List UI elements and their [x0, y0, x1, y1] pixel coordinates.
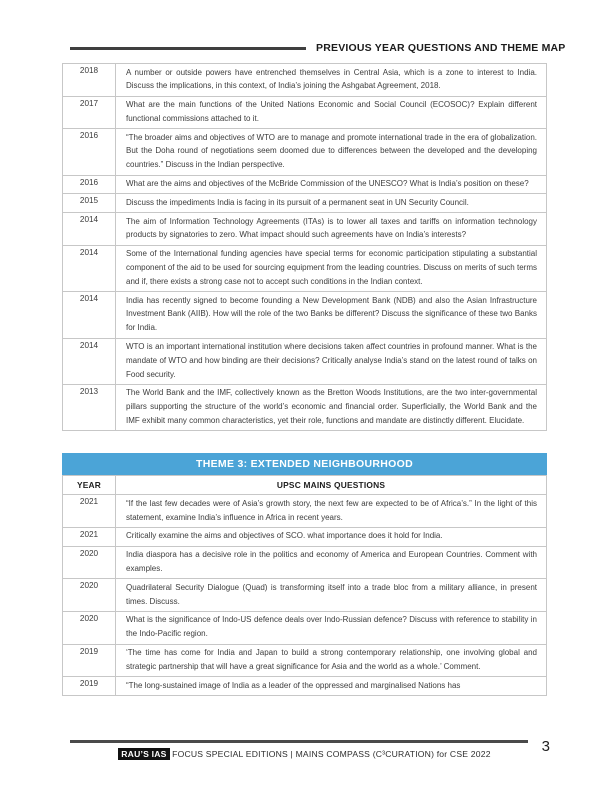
year-cell: 2014: [63, 245, 116, 291]
year-cell: 2014: [63, 213, 116, 246]
question-cell: Some of the International funding agencies have special terms for economic participation stipulating a substantial component of the aid to be used for sourcing equipment from the leading countries. Discuss on merits of such terms and if, there exists a strong case not to accept such conditions in the Indian context.: [116, 245, 547, 291]
question-row: [63, 611, 547, 644]
question-cell: What is the significance of Indo-US defence deals over Indo-Russian defence? Discuss with reference to stability in the Indo-Pacific region.: [116, 611, 547, 644]
year-cell: 2018: [63, 64, 116, 97]
footer-text: [62, 749, 547, 759]
theme-questions-table: [62, 475, 547, 696]
question-row: [63, 64, 547, 97]
question-row: [63, 96, 547, 129]
question-row: [63, 384, 547, 430]
question-cell: ‘The time has come for India and Japan to build a strong contemporary relationship, one involving global and strategic partnership that will have a great significance for Asia and the world as a whole.’ Comment.: [116, 644, 547, 677]
question-row: [63, 644, 547, 677]
question-cell: What are the main functions of the United Nations Economic and Social Council (ECOSOC)? Explain different functional commissions attached to it.: [116, 96, 547, 129]
pyq-table-continued: [62, 63, 547, 431]
page-header: [70, 40, 566, 56]
question-row: [63, 245, 547, 291]
year-cell: 2014: [63, 338, 116, 384]
question-row: [63, 175, 547, 194]
year-cell: 2021: [63, 495, 116, 528]
footer-caption: FOCUS SPECIAL EDITIONS | MAINS COMPASS (C³CURATION) for CSE 2022: [172, 749, 491, 759]
question-cell: Critically examine the aims and objectives of SCO. what importance does it hold for India.: [116, 527, 547, 546]
question-cell: India has recently signed to become founding a New Development Bank (NDB) and also the Asian Infrastructure Investment Bank (AIIB). How will the role of the two Banks be different? Discuss the significance of these two Banks for India.: [116, 292, 547, 338]
page-number: 3: [541, 738, 550, 755]
year-cell: 2015: [63, 194, 116, 213]
question-row: [63, 495, 547, 528]
question-cell: India diaspora has a decisive role in the politics and economy of America and European Countries. Comment with examples.: [116, 546, 547, 579]
question-cell: WTO is an important international institution where decisions taken affect countries in profound manner. What is the mandate of WTO and how binding are their decisions? Critically analyse India’s stand on the latest round of talks on Food security.: [116, 338, 547, 384]
question-cell: The World Bank and the IMF, collectively known as the Bretton Woods Institutions, are the two inter-governmental pillars supporting the structure of the world’s economic and financial order. Superficially, the World Bank and the IMF exhibit many common characteristics, yet their role, functions and mandate are distinctly different. Elucidate.: [116, 384, 547, 430]
question-row: [63, 129, 547, 175]
question-cell: A number or outside powers have entrenched themselves in Central Asia, which is a zone to interest to India. Discuss the implications, in this context, of India’s joining the Ashgabat Agreement, 2018.: [116, 64, 547, 97]
question-row: [63, 546, 547, 579]
page-header-title: PREVIOUS YEAR QUESTIONS AND THEME MAP: [316, 42, 566, 54]
question-cell: What are the aims and objectives of the McBride Commission of the UNESCO? What is India’s position on these?: [116, 175, 547, 194]
year-cell: 2014: [63, 292, 116, 338]
year-cell: 2016: [63, 175, 116, 194]
year-cell: 2017: [63, 96, 116, 129]
question-row: [63, 527, 547, 546]
page-content: [62, 63, 547, 696]
question-cell: Discuss the impediments India is facing in its pursuit of a permanent seat in UN Security Council.: [116, 194, 547, 213]
question-row: [63, 213, 547, 246]
table-header-row: [63, 476, 547, 495]
question-row: [63, 292, 547, 338]
question-row: [63, 677, 547, 696]
year-column-header: YEAR: [63, 476, 116, 495]
question-cell: The aim of Information Technology Agreements (ITAs) is to lower all taxes and tariffs on information technology products by signatories to zero. What impact should such agreements have on India’s interests?: [116, 213, 547, 246]
question-row: [63, 194, 547, 213]
question-cell: “The long-sustained image of India as a leader of the oppressed and marginalised Nations has: [116, 677, 547, 696]
year-cell: 2019: [63, 644, 116, 677]
question-row: [63, 338, 547, 384]
question-cell: “The broader aims and objectives of WTO are to manage and promote international trade in the era of globalization. But the Doha round of negotiations seem doomed due to differences between the developed and the developing countries.” Discuss in the Indian perspective.: [116, 129, 547, 175]
footer-brand: RAU’S IAS: [118, 748, 169, 760]
year-cell: 2020: [63, 611, 116, 644]
theme-section-header: THEME 3: EXTENDED NEIGHBOURHOOD: [62, 453, 547, 475]
year-cell: 2013: [63, 384, 116, 430]
question-cell: Quadrilateral Security Dialogue (Quad) is transforming itself into a trade bloc from a military alliance, in present times. Discuss.: [116, 579, 547, 612]
header-rule: [70, 47, 306, 50]
questions-column-header: UPSC MAINS QUESTIONS: [116, 476, 547, 495]
question-row: [63, 579, 547, 612]
year-cell: 2020: [63, 579, 116, 612]
year-cell: 2021: [63, 527, 116, 546]
year-cell: 2016: [63, 129, 116, 175]
year-cell: 2020: [63, 546, 116, 579]
footer-rule: [70, 740, 528, 743]
year-cell: 2019: [63, 677, 116, 696]
question-cell: “If the last few decades were of Asia’s growth story, the next few are expected to be of Africa’s.” In the light of this statement, examine India’s influence in Africa in recent years.: [116, 495, 547, 528]
